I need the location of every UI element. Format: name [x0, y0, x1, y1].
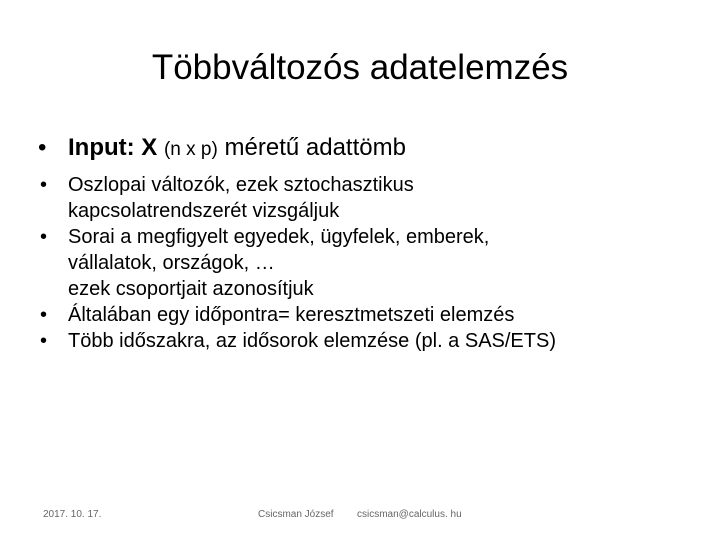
sub-bullet-list	[40, 172, 700, 354]
sub-bullet-line: Több időszakra, az idősorok elemzése (pl. a SAS/ETS)	[68, 330, 556, 352]
sub-bullet-line: vállalatok, országok, …	[68, 252, 275, 274]
sub-bullet-text	[68, 172, 414, 224]
sub-bullet-item	[40, 172, 700, 224]
bullet-icon: •	[38, 134, 47, 161]
sub-bullet-line: kapcsolatrendszerét vizsgáljuk	[68, 200, 340, 222]
bullet-icon: •	[40, 330, 48, 352]
sub-bullet-item	[40, 224, 700, 302]
sub-bullet-line: Sorai a megfigyelt egyedek, ügyfelek, emberek,	[68, 226, 490, 248]
footer-email: csicsman@calculus. hu	[357, 509, 462, 520]
slide-title: Többváltozós adatelemzés	[151, 48, 569, 87]
main-bullet-detail: (n x p)	[163, 139, 218, 160]
sub-bullet-line: Általában egy időpontra= keresztmetszeti elemzés	[68, 304, 515, 326]
sub-bullet-item	[40, 302, 700, 328]
footer-author: Csicsman József	[258, 509, 334, 520]
footer-date: 2017. 10. 17.	[43, 509, 102, 520]
sub-bullet-line: ezek csoportjait azonosítjuk	[68, 278, 314, 300]
main-bullet-label: Input: X	[68, 134, 158, 161]
bullet-icon: •	[40, 304, 48, 326]
main-bullet	[38, 133, 406, 165]
sub-bullet-text	[68, 224, 489, 302]
sub-bullet-line: Oszlopai változók, ezek sztochasztikus	[68, 174, 414, 196]
bullet-icon: •	[40, 174, 48, 196]
main-bullet-suffix: méretű adattömb	[224, 134, 406, 161]
main-bullet-text	[68, 133, 406, 165]
bullet-icon: •	[40, 226, 48, 248]
sub-bullet-item	[40, 328, 700, 354]
sub-bullet-text	[68, 328, 556, 354]
sub-bullet-text	[68, 302, 514, 328]
